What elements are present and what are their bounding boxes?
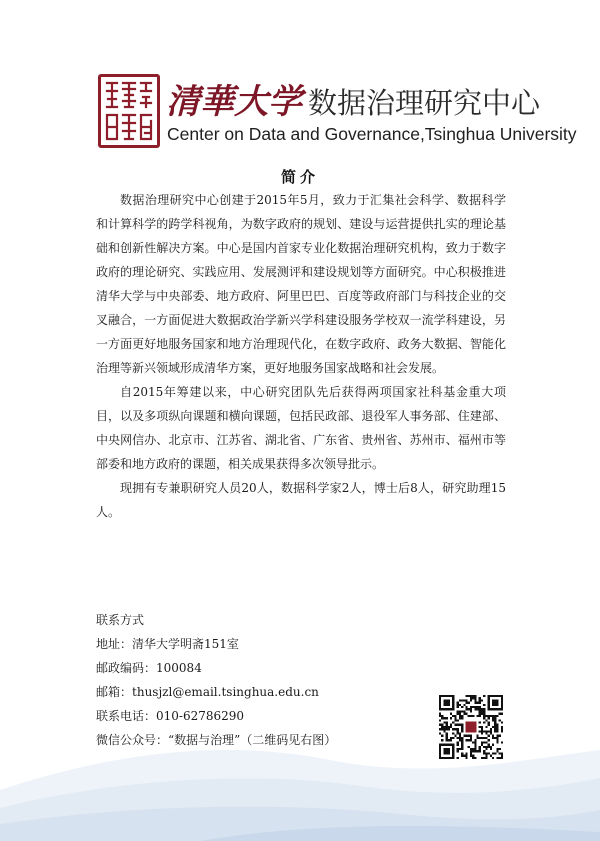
university-calligraphy: 清華大学 <box>166 82 302 122</box>
contact-title: 联系方式 <box>96 613 145 627</box>
wechat-label: 微信公众号： <box>96 733 169 747</box>
phone-label: 联系电话： <box>96 709 157 723</box>
brand-title <box>166 80 540 124</box>
wechat-qr-code-icon <box>439 695 503 759</box>
university-seal-icon <box>98 74 160 148</box>
contact-zip <box>96 660 416 684</box>
email-label: 邮箱： <box>96 685 133 699</box>
center-name-en: Center on Data and Governance,Tsinghua University <box>167 124 577 144</box>
intro-paragraph-1: 数据治理研究中心创建于2015年5月，致力于汇集社会科学、数据科学和计算科学的跨学科视角，为数字政府的规划、建设与运营提供扎实的理论基础和创新性解决方案。中心是国内首家专业化数据治理研究机构，致力于数字政府的理论研究、实践应用、发展测评和建设规划等方面研究。中心积极推进清华大学与中央部委、地方政府、阿里巴巴、百度等政府部门与科技企业的交叉融合，一方面促进大数据政治学新兴学科建设服务学校双一流学科建设，另一方面更好地服务国家和地方治理现代化，在数字政府、政务大数据、智能化治理等新兴领域形成清华方案，更好地服务国家战略和社会发展。 <box>96 193 506 375</box>
address-label: 地址： <box>96 637 133 651</box>
email-value[interactable]: thusjzl@email.tsinghua.edu.cn <box>132 685 319 699</box>
wechat-value: “数据与治理”（二维码见右图） <box>168 733 337 747</box>
intro-paragraph-3: 现拥有专兼职研究人员20人，数据科学家2人，博士后8人，研究助理15人。 <box>96 481 506 519</box>
contact-address <box>96 636 416 660</box>
contact-phone <box>96 708 416 732</box>
phone-value: 010-62786290 <box>156 709 245 723</box>
section-title: 简介 <box>280 168 319 186</box>
zip-value: 100084 <box>156 661 202 675</box>
contact-wechat <box>96 732 416 756</box>
contact-block <box>96 612 416 756</box>
intro-body <box>96 188 506 524</box>
address-value: 清华大学明斋151室 <box>132 637 239 651</box>
zip-label: 邮政编码： <box>96 661 157 675</box>
center-name-cn: 数据治理研究中心 <box>308 86 541 120</box>
contact-email <box>96 684 416 708</box>
intro-paragraph-2: 自2015年筹建以来，中心研究团队先后获得两项国家社科基金重大项目，以及多项纵向课题和横向课题，包括民政部、退役军人事务部、住建部、中央网信办、北京市、江苏省、湖北省、广东省、贵州省、苏州市、福州市等部委和地方政府的课题，相关成果获得多次领导批示。 <box>96 385 506 471</box>
